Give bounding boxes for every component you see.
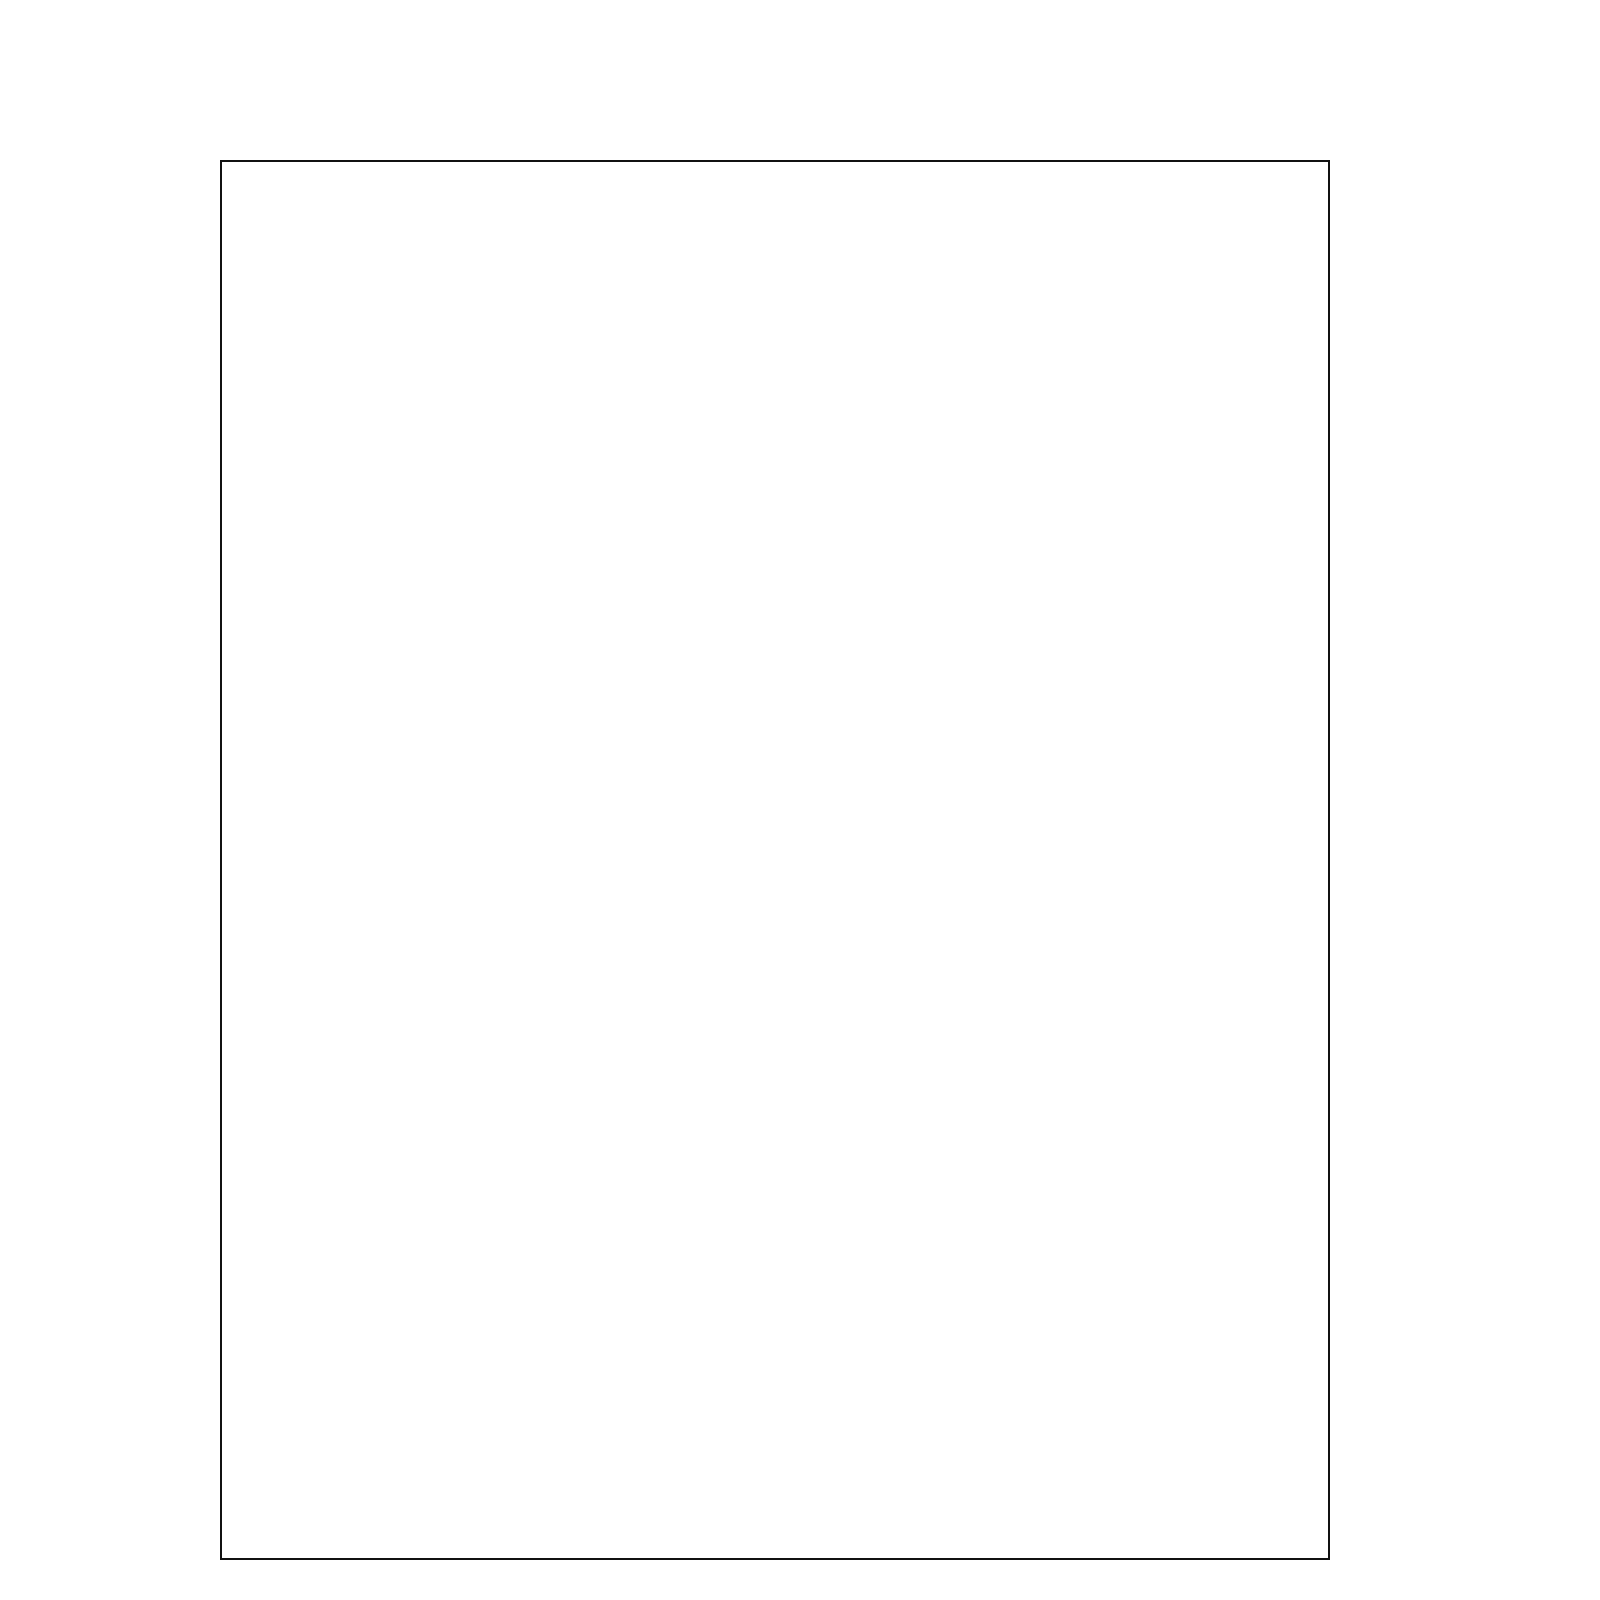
formation-grid [220, 160, 1330, 1560]
